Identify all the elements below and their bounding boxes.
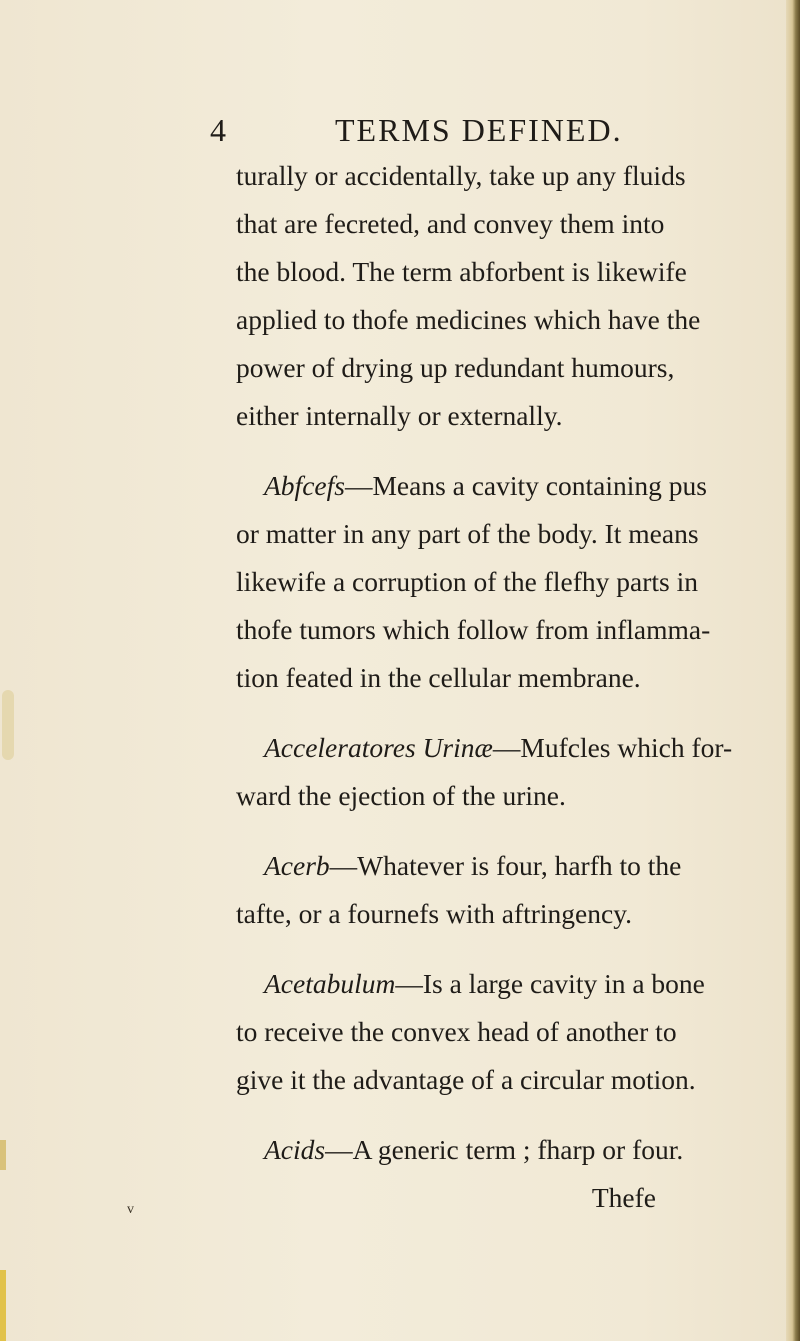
entry-acetabulum xyxy=(236,960,705,1008)
text-line: the blood. The term abforbent is likewife xyxy=(236,256,687,287)
text-line: applied to thofe medicines which have the xyxy=(236,304,701,335)
text-line: to receive the convex head of another to xyxy=(236,1016,677,1047)
text-line: turally or accidentally, take up any fluids xyxy=(236,160,686,191)
entry-acerb xyxy=(236,842,682,890)
page-header xyxy=(200,108,680,158)
entry-definition: —Mufcles which for- xyxy=(492,732,733,763)
paper-stain xyxy=(0,1140,6,1170)
text-line: thofe tumors which follow from inflamma- xyxy=(236,614,711,645)
paper-stain xyxy=(0,1270,6,1341)
running-title: TERMS DEFINED. xyxy=(335,112,623,148)
entry-acceleratores-urinae xyxy=(236,724,733,772)
entry-term: Acetabulum xyxy=(264,968,396,999)
entry-term: Acids xyxy=(264,1134,326,1165)
paper-stain xyxy=(2,690,14,760)
text-line: give it the advantage of a circular motion. xyxy=(236,1064,696,1095)
text-line: likewife a corruption of the flefhy parts in xyxy=(236,566,698,597)
text-line: power of drying up redundant humours, xyxy=(236,352,675,383)
page-number: 4 xyxy=(210,112,227,148)
entry-acids xyxy=(236,1126,684,1174)
text-line: tafte, or a fournefs with aftringency. xyxy=(236,898,633,929)
text-line: tion feated in the cellular membrane. xyxy=(236,662,641,693)
page-edge xyxy=(786,0,800,1341)
entry-definition: —Is a large cavity in a bone xyxy=(395,968,705,999)
entry-abfcefs xyxy=(236,462,707,510)
entry-definition: —Means a cavity containing pus xyxy=(344,470,707,501)
text-line: ward the ejection of the urine. xyxy=(236,780,566,811)
text-line: either internally or externally. xyxy=(236,400,563,431)
entry-term: Acceleratores Urinæ xyxy=(264,732,493,763)
entry-term: Abfcefs xyxy=(264,470,345,501)
body-text xyxy=(236,152,733,1222)
marginal-mark: v xyxy=(127,1202,134,1217)
entry-definition: —Whatever is four, harfh to the xyxy=(329,850,682,881)
entry-term: Acerb xyxy=(264,850,330,881)
catchword: Thefe xyxy=(591,1182,656,1213)
entry-definition: —A generic term ; fharp or four. xyxy=(325,1134,684,1165)
text-line: or matter in any part of the body. It means xyxy=(236,518,699,549)
text-line: that are fecreted, and convey them into xyxy=(236,208,665,239)
